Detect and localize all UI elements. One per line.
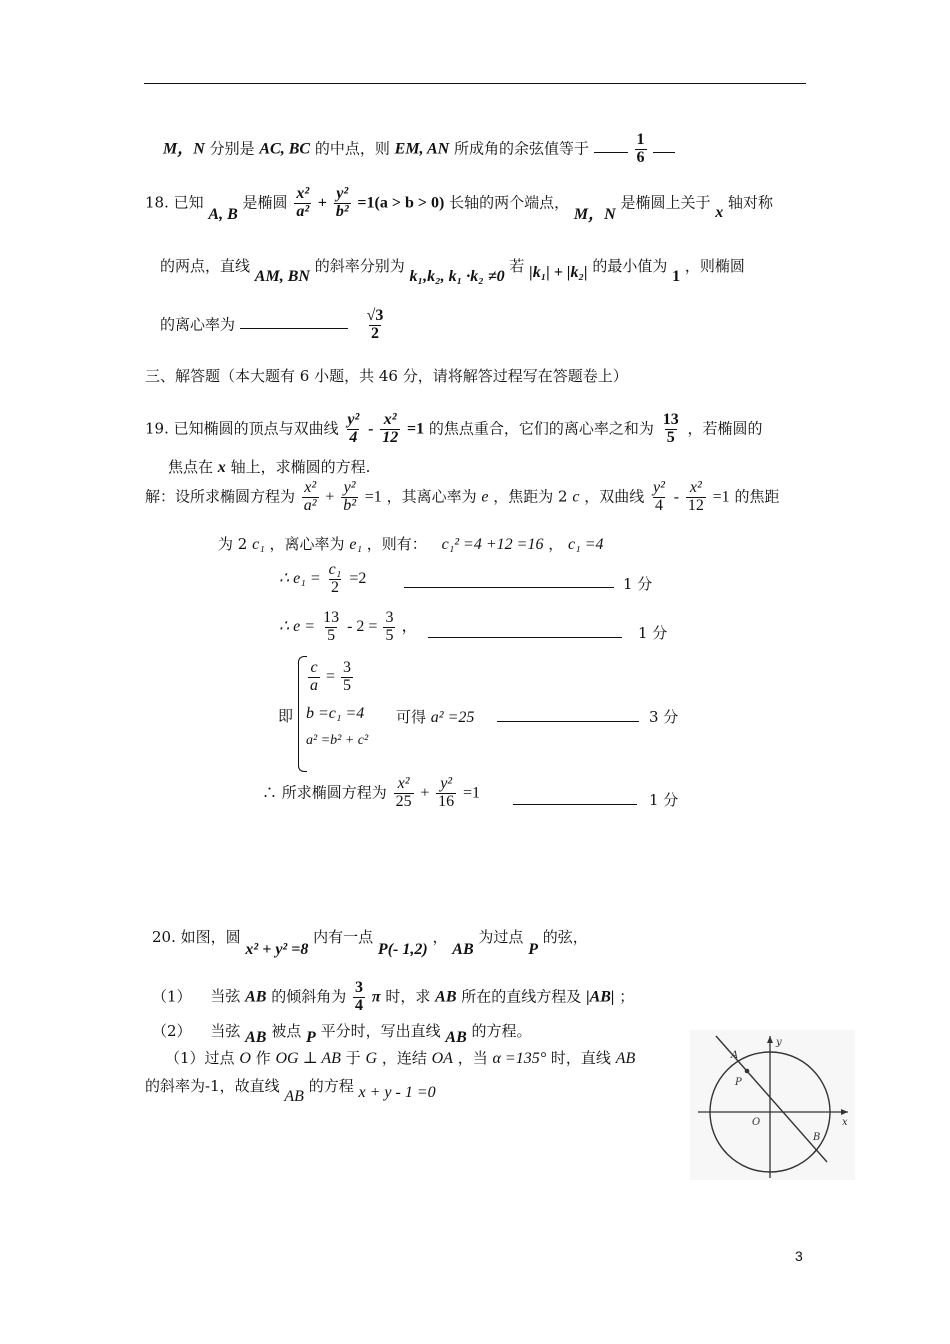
q17-answer-fraction (635, 132, 647, 167)
q19-final-pre: ∴ 所求椭圆方程为 (262, 783, 387, 802)
q20-text-3: 为过点 (478, 928, 524, 946)
q20-p2-ab2: AB (445, 1029, 467, 1046)
q18-one: 1 (672, 268, 681, 285)
q19-final-16: 16 (438, 792, 455, 810)
q20-ab: AB (452, 941, 474, 958)
q17-vars-acbc: AC, BC (259, 140, 311, 158)
q19-step2-den2: 5 (385, 626, 394, 644)
q20-s1-e: ，当 (457, 1049, 488, 1067)
q19-sys-ca-fraction (308, 660, 320, 695)
q20-part-2 (152, 1020, 532, 1046)
q20-p1-num: 3 (355, 979, 364, 996)
q19-sol-c: c (572, 488, 580, 506)
q19-hy-x-fraction (686, 480, 706, 515)
q19-text-1: 的焦点重合，它们的离心率之和为 (428, 419, 654, 438)
label-b: B (813, 1132, 821, 1143)
q19-text-3: 焦点在 (168, 458, 214, 476)
q20-p1-den: 4 (355, 996, 364, 1014)
q18-line-3 (160, 308, 387, 343)
q18-text-2: 长轴的两个端点， (449, 193, 570, 212)
q17-answer-den: 6 (636, 148, 645, 166)
q19-step2-num2: 3 (385, 609, 394, 626)
q17-text-3: 所成角的余弦值等于 (453, 139, 589, 158)
q20-s2-a: 的斜率为-1，故直线 (145, 1077, 280, 1095)
q20-p2-d: 的方程。 (471, 1022, 532, 1040)
q19-step2-pre: ∴ e = (279, 617, 316, 635)
q19-sol-e: e (481, 488, 489, 506)
q19-hyperbola-y-fraction (345, 412, 361, 447)
q19-text-2: ，若椭圆的 (687, 419, 763, 438)
q19-sum-fraction (661, 412, 681, 447)
q18-x2: x² (296, 185, 310, 202)
q20-lead: 20. 如图，圆 (152, 928, 241, 946)
q18-text-5: 的两点，直线 (160, 257, 251, 275)
q20-s1-a: （1）过点 (165, 1049, 235, 1067)
label-o: O (752, 1117, 761, 1128)
q18-text-7: 若 (509, 257, 525, 275)
q19-line-1 (145, 412, 762, 447)
q19-twelve: 12 (382, 428, 399, 446)
q18-text-6: 的斜率分别为 (314, 257, 405, 275)
q17-blank (594, 138, 628, 153)
q18-x: x (715, 204, 724, 222)
q19-step1-rule (404, 587, 614, 588)
q17-answer-line (163, 132, 675, 167)
q19-sol-x-fraction (302, 480, 319, 515)
q19-sys-result-pre: 可得 (396, 708, 427, 726)
q19-l2-text-d: ， (548, 535, 564, 553)
q18-lines: AM, BN (254, 268, 310, 285)
q19-solution-line-2 (218, 533, 604, 554)
q19-four: 4 (349, 428, 358, 446)
q19-hyperbola-x-fraction (380, 412, 400, 447)
q19-sys-3: 3 (343, 659, 352, 676)
q19-l2-text-a: 为 2 (218, 535, 248, 553)
q18-slopes: k₁,k₂, k₁ ·k₂ ≠0 (409, 268, 505, 285)
q17-blank-tail (653, 138, 675, 153)
q20-part-1 (152, 980, 634, 1015)
q19-sol-text-1: 解：设所求椭圆方程为 (145, 487, 296, 506)
q18-text-1: 是椭圆 (242, 193, 288, 212)
q20-s1-og: OG ⊥ AB (275, 1050, 341, 1067)
q20-solution-line-2 (145, 1075, 436, 1105)
q20-s1-ab: AB (615, 1050, 636, 1067)
q20-s2-eq: x + y - 1 =0 (358, 1084, 436, 1101)
q19-sys-eq1: = (326, 667, 336, 685)
q19-l2-c1val: c₁ =4 (568, 536, 604, 553)
q19-l2-c1sq: c₁² =4 +12 =16 (441, 536, 544, 553)
q19-x: x (217, 459, 226, 476)
q20-p1-d: 所在的直线方程及 (461, 987, 582, 1006)
q19-sys-a: a (310, 676, 318, 694)
q18-line-1: 18. 已知 A, B 是椭圆 $\frac{\text{x²}}{\text{a²}}$ + $\frac{\text{y²}}{\text{b²}}$ =1(a > b > 0) 长轴的两个端点， M，N 是椭圆上关于 x 轴对称 (145, 185, 774, 224)
q19-step-1 (279, 562, 366, 597)
q19-step2-mid: - 2 = (347, 617, 378, 635)
q19-step1-pre: ∴ e₁ = (279, 569, 321, 587)
q19-hy-12: 12 (687, 496, 704, 514)
header-rule (144, 83, 806, 84)
q19-sol-text-5: 的焦距 (734, 487, 780, 506)
q17-text-2: 的中点，则 (314, 139, 390, 158)
q19-score-3: 3 分 (649, 708, 679, 726)
q20-s1-b: 作 (255, 1049, 271, 1067)
q19-step1-post: =2 (349, 569, 367, 587)
q20-s1-o: O (239, 1050, 251, 1067)
q19-l2-c1: c₁ (252, 536, 265, 553)
q18-answer-den: 2 (370, 324, 379, 342)
q19-system-eq-1 (306, 660, 355, 695)
q19-sol-a2: a² (303, 496, 317, 514)
q18-text-9: ，则椭圆 (684, 257, 745, 275)
q20-point: P(- 1,2) (377, 941, 428, 958)
q20-p1-c: 时，求 (385, 987, 431, 1006)
q18-b2: b² (335, 202, 349, 220)
q20-text-2: ， (432, 928, 448, 946)
q19-sol-text-2: ，其离心率为 (386, 487, 477, 506)
q19-sol-x2: x² (304, 479, 317, 496)
q20-p2-a: 当弦 (210, 1022, 241, 1040)
q18-abs-sum: |k₁| + |k₂| (529, 264, 588, 281)
q19-final-y-fraction (436, 776, 456, 811)
q20-s1-c: 于 (345, 1049, 361, 1067)
q20-s1-alpha: α =135° (492, 1050, 547, 1067)
q18-line-2 (160, 255, 745, 285)
q19-step2-rule (428, 637, 622, 638)
q19-sum-num: 13 (662, 411, 679, 428)
q17-answer-num: 1 (636, 131, 645, 148)
q19-eq1: =1 (406, 420, 425, 438)
q19-hy-4: 4 (655, 496, 663, 514)
q20-s1-f: 时，直线 (550, 1049, 611, 1067)
q20-p2-c: 平分时，写出直线 (320, 1022, 441, 1040)
q20-s1-d: ，连结 (381, 1049, 427, 1067)
section-3-heading: 三、解答题（本大题有 6 小题，共 46 分，请将解答过程写在答题卷上） (145, 367, 628, 385)
q19-lead: 19. 已知椭圆的顶点与双曲线 (145, 419, 339, 438)
q19-sol-y2: y² (343, 479, 356, 496)
q19-step2-num: 13 (323, 609, 340, 626)
q19-hy-x2: x² (689, 479, 702, 496)
page-number: 3 (795, 1248, 803, 1264)
q19-hy-y-fraction (651, 480, 667, 515)
q19-final-plus: + (420, 784, 430, 802)
q20-pp: P (528, 941, 538, 958)
q17-text-1: 分别是 (209, 139, 255, 158)
q19-sum-den: 5 (666, 428, 675, 446)
q20-text-4: 的弦， (542, 928, 588, 946)
q18-ellipse-x-fraction (294, 186, 311, 221)
q19-sys-35-fraction (341, 660, 353, 695)
q19-system-result (396, 706, 474, 727)
q19-sol-plus: + (325, 488, 335, 506)
q20-p1-abs: |AB| (586, 988, 615, 1006)
q19-final-x-fraction (394, 776, 414, 811)
q18-lead: 18. 已知 (145, 193, 204, 212)
q18-ellipse-y-fraction (334, 186, 351, 221)
q18-ab: A, B (208, 206, 238, 224)
q19-final-eq: =1 (462, 784, 480, 802)
q19-line-2 (168, 456, 370, 477)
q20-p2-p: P (306, 1029, 316, 1046)
q20-p1-ab: AB (245, 988, 267, 1006)
q18-text-10: 的离心率为 (160, 315, 236, 334)
q18-condition: =1(a > b > 0) (357, 194, 445, 212)
q20-s2-ab: AB (284, 1088, 304, 1105)
q19-final-rule (513, 804, 637, 805)
q19-hy-y2: y² (653, 479, 665, 496)
q19-l2-e1: e₁ (349, 536, 363, 553)
q18-text-3: 是椭圆上关于 (620, 193, 711, 212)
q20-p1-b: 的倾斜角为 (271, 987, 347, 1006)
q19-score-1: 1 分 (623, 575, 653, 593)
q20-circle-figure (690, 1030, 855, 1180)
q20-p2-b: 被点 (271, 1022, 302, 1040)
q20-p1-a: 当弦 (210, 987, 241, 1006)
q19-minus: - (368, 420, 374, 438)
q20-circle: x² + y² =8 (245, 941, 309, 958)
q19-sol-text-4: ，双曲线 (584, 487, 645, 506)
q19-step-2 (279, 610, 417, 645)
label-x: x (842, 1117, 848, 1128)
q19-final-x2: x² (397, 775, 410, 792)
label-a: A (731, 1050, 739, 1061)
q18-y2: y² (336, 185, 349, 202)
q19-step1-den: 2 (330, 578, 339, 596)
q19-sys-result: a² =25 (430, 709, 475, 726)
q19-hy-eq: =1 (712, 488, 730, 506)
q19-final (262, 776, 480, 811)
q18-answer-num: √3 (366, 307, 384, 324)
q19-y2: y² (347, 411, 360, 428)
q17-vars-eman: EM, AN (394, 140, 450, 158)
q19-sol-b2: b² (343, 496, 356, 514)
q19-solution-line-1 (145, 480, 779, 515)
q20-p2-ab: AB (245, 1029, 267, 1046)
q20-p1-pi: π (371, 988, 381, 1006)
q19-step2-den: 5 (327, 626, 336, 644)
label-y: y (776, 1037, 782, 1048)
q20-p2-no: （2） (152, 1022, 192, 1040)
q19-text-4: 轴上，求椭圆的方程. (230, 458, 371, 476)
q19-final-25: 25 (395, 792, 412, 810)
q19-sol-eq: =1 (364, 488, 382, 506)
q19-step2-post: ， (401, 617, 418, 635)
q18-text-4: 轴对称 (728, 193, 774, 212)
q19-score-2: 1 分 (638, 624, 668, 642)
q19-sys-c: c (310, 659, 318, 676)
q19-sol-text-3: ，焦距为 2 (493, 487, 568, 506)
label-p: P (735, 1077, 742, 1088)
q18-text-8: 的最小值为 (592, 257, 668, 275)
q19-step2-fraction-2 (383, 610, 395, 645)
q20-solution-line-1 (165, 1047, 635, 1068)
q19-system-eq-3: a² =b² + c² (306, 733, 369, 748)
q18-blank (240, 314, 348, 329)
q19-system-label: 即 (278, 707, 294, 725)
q19-sys-5: 5 (343, 676, 352, 694)
q20-s1-g: G (365, 1050, 378, 1067)
point-p (745, 1069, 750, 1074)
q20-line-1 (152, 926, 588, 958)
q19-l2-text-c: ，则有： (366, 535, 427, 553)
q19-system-rule (497, 721, 639, 722)
q20-text-1: 内有一点 (313, 928, 374, 946)
q20-p1-no: （1） (152, 987, 192, 1006)
q18-a2: a² (296, 202, 310, 220)
q20-p1-e: ； (619, 987, 635, 1006)
q19-step2-fraction-1 (321, 610, 341, 645)
q19-step1-num: c₁ (328, 561, 342, 578)
q20-s1-oa: OA (431, 1050, 453, 1067)
q19-system-eq-2: b =c₁ =4 (306, 705, 365, 722)
q19-step1-fraction (327, 562, 344, 597)
q19-final-y2: y² (440, 775, 453, 792)
q18-answer-fraction (365, 308, 386, 343)
q20-s2-b: 的方程 (308, 1077, 354, 1095)
q19-sol-y-fraction (341, 480, 358, 515)
q19-hy-minus: - (673, 488, 680, 506)
q19-x2: x² (383, 411, 397, 428)
q19-score-4: 1 分 (649, 791, 679, 809)
q18-mn: M，N (573, 206, 616, 224)
q20-p1-ab2: AB (435, 988, 457, 1006)
q20-p1-angle-fraction (353, 980, 365, 1015)
q19-l2-text-b: ，离心率为 (269, 535, 345, 553)
q17-vars-mn: M，N (163, 140, 205, 158)
